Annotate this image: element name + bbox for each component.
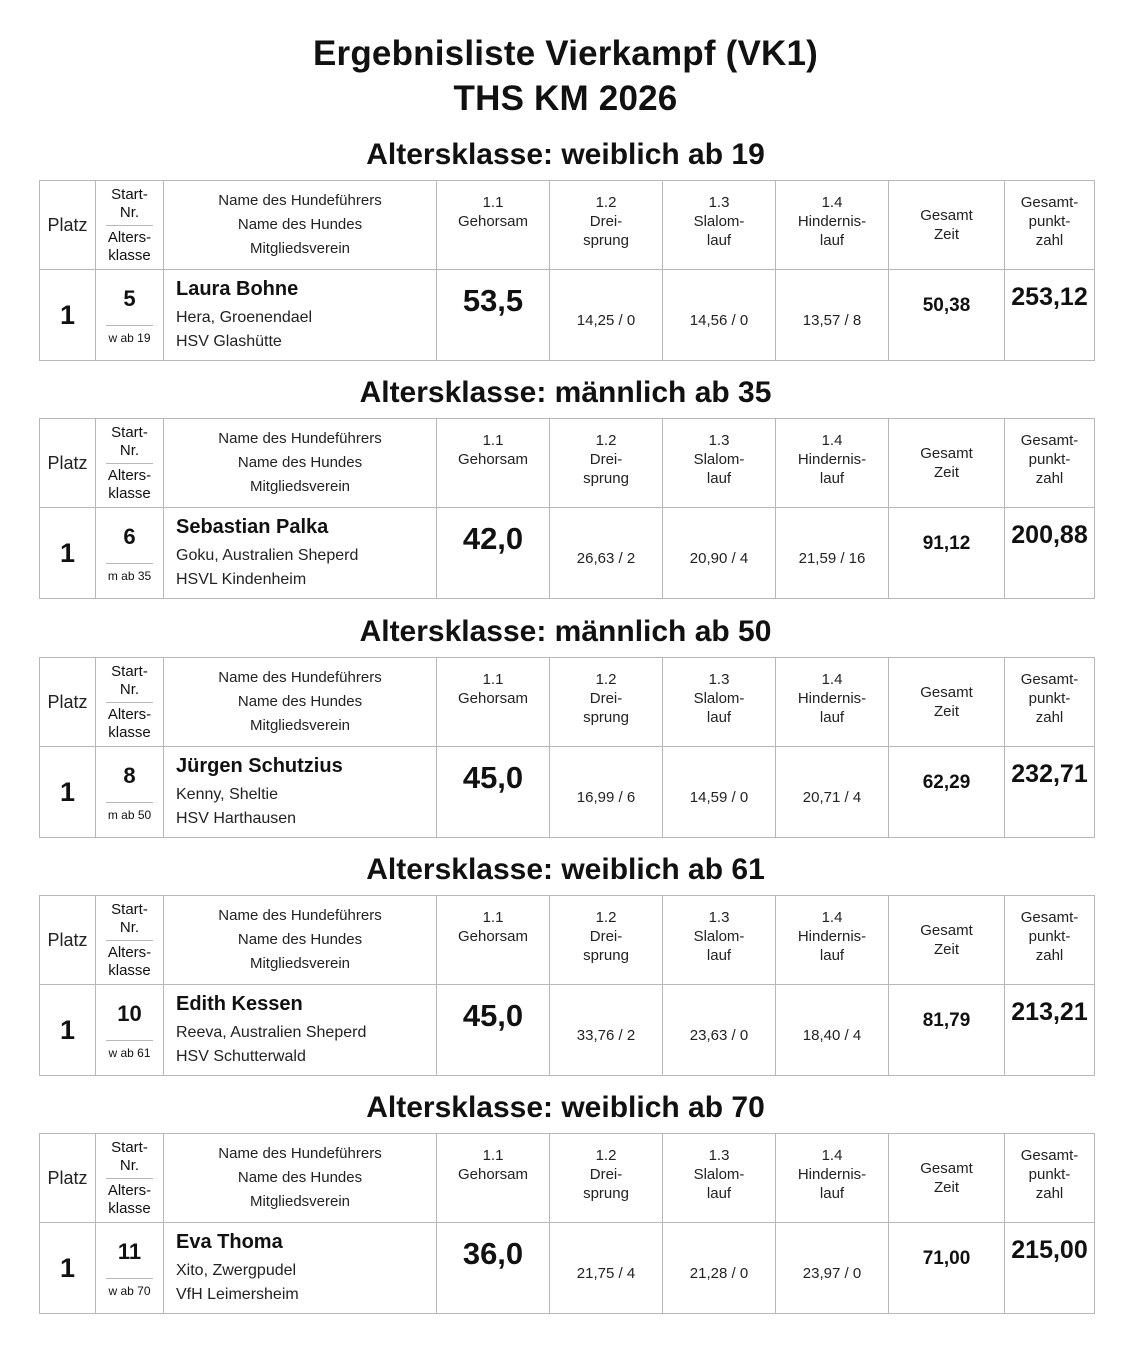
start-number: 6 <box>106 523 153 564</box>
header-label: Name des Hundeführers Name des Hundes Mitgliedsverein <box>218 669 382 734</box>
header-row <box>40 1134 1095 1223</box>
header-start-nr-label: Start- Nr. <box>106 901 153 941</box>
place-cell <box>40 747 96 838</box>
place: 1 <box>59 1252 76 1283</box>
header-label: 1.3 Slalom- lauf <box>693 194 745 249</box>
handler-name: Jürgen Schutzius <box>176 755 343 777</box>
total-time-cell <box>889 985 1005 1076</box>
header-label: Platz <box>47 214 88 235</box>
header-label: Gesamt- punkt- zahl <box>1020 194 1079 249</box>
header-label: 1.2 Drei- sprung <box>583 909 629 964</box>
handler-name: Eva Thoma <box>176 1231 283 1253</box>
header-gesamt-zeit <box>889 419 1005 508</box>
header-label: 1.4 Hindernis- lauf <box>797 909 867 964</box>
age-class: m ab 35 <box>107 568 152 583</box>
total-points-cell <box>1005 747 1095 838</box>
club-name: HSVL Kindenheim <box>176 571 307 588</box>
header-hindernis <box>776 181 889 270</box>
section-title: Altersklasse: männlich ab 35 <box>359 376 772 409</box>
header-row <box>40 658 1095 747</box>
start-number: 5 <box>106 285 153 326</box>
table-row <box>40 747 1095 838</box>
club-name: VfH Leimersheim <box>176 1286 299 1303</box>
triple-jump-cell <box>550 270 663 361</box>
dog-name: Hera, Groenendael <box>176 309 313 326</box>
header-label: Gesamt Zeit <box>920 684 973 720</box>
results-table <box>39 657 1095 838</box>
header-label: 1.2 Drei- sprung <box>583 1147 629 1202</box>
header-label: Platz <box>47 452 88 473</box>
start-cell <box>96 985 164 1076</box>
obstacle-cell <box>776 1223 889 1314</box>
header-platz <box>40 419 96 508</box>
header-label: 1.4 Hindernis- lauf <box>797 432 867 487</box>
dog-name: Goku, Australien Sheperd <box>176 547 359 564</box>
age-class: w ab 70 <box>108 1283 151 1298</box>
header-gehorsam <box>437 419 550 508</box>
header-label: 1.4 Hindernis- lauf <box>797 1147 867 1202</box>
header-gesamt-zeit <box>889 896 1005 985</box>
start-number: 11 <box>106 1238 153 1279</box>
slalom-result: 21,28 / 0 <box>689 1264 749 1282</box>
total-time: 91,12 <box>922 533 971 554</box>
header-label: 1.1 Gehorsam <box>457 194 529 230</box>
header-slalom <box>663 419 776 508</box>
header-name <box>164 1134 437 1223</box>
slalom-cell <box>663 747 776 838</box>
header-label: Gesamt Zeit <box>920 1160 973 1196</box>
start-cell <box>96 508 164 599</box>
header-gehorsam <box>437 181 550 270</box>
obstacle-cell <box>776 985 889 1076</box>
header-label: 1.1 Gehorsam <box>457 671 529 707</box>
participant-cell <box>164 270 437 361</box>
header-name <box>164 419 437 508</box>
triple-jump-result: 21,75 / 4 <box>576 1264 636 1282</box>
header-label: Name des Hundeführers Name des Hundes Mitgliedsverein <box>218 907 382 972</box>
header-start-nr-label: Start- Nr. <box>106 186 153 226</box>
slalom-result: 14,59 / 0 <box>689 788 749 806</box>
header-hindernis <box>776 1134 889 1223</box>
obedience-score: 45,0 <box>462 760 524 795</box>
header-hindernis <box>776 419 889 508</box>
place: 1 <box>59 537 76 568</box>
header-row <box>40 419 1095 508</box>
triple-jump-result: 33,76 / 2 <box>576 1026 636 1044</box>
header-altersklasse-label: Alters- klasse <box>107 228 152 264</box>
results-table <box>39 180 1095 361</box>
obstacle-result: 13,57 / 8 <box>802 311 862 329</box>
triple-jump-cell <box>550 1223 663 1314</box>
header-gesamtpunktzahl <box>1005 658 1095 747</box>
header-start-nr <box>96 181 164 270</box>
header-start-nr <box>96 658 164 747</box>
header-altersklasse-label: Alters- klasse <box>107 466 152 502</box>
place-cell <box>40 985 96 1076</box>
dog-name: Xito, Zwergpudel <box>176 1262 297 1279</box>
header-gesamtpunktzahl <box>1005 181 1095 270</box>
slalom-cell <box>663 270 776 361</box>
slalom-result: 20,90 / 4 <box>689 549 749 567</box>
club-name: HSV Harthausen <box>176 810 297 827</box>
header-dreisprung <box>550 1134 663 1223</box>
total-time-cell <box>889 1223 1005 1314</box>
slalom-result: 14,56 / 0 <box>689 311 749 329</box>
results-table <box>39 418 1095 599</box>
obstacle-cell <box>776 747 889 838</box>
header-label: Gesamt- punkt- zahl <box>1020 909 1079 964</box>
header-row <box>40 896 1095 985</box>
table-row <box>40 985 1095 1076</box>
header-label: 1.3 Slalom- lauf <box>693 432 745 487</box>
total-points-cell <box>1005 270 1095 361</box>
header-label: Platz <box>47 1167 88 1188</box>
triple-jump-result: 16,99 / 6 <box>576 788 636 806</box>
start-number: 8 <box>106 762 153 803</box>
header-label: Gesamt Zeit <box>920 445 973 481</box>
header-label: 1.4 Hindernis- lauf <box>797 194 867 249</box>
header-row <box>40 181 1095 270</box>
slalom-result: 23,63 / 0 <box>689 1026 749 1044</box>
slalom-cell <box>663 508 776 599</box>
header-label: Platz <box>47 929 88 950</box>
obedience-cell <box>437 985 550 1076</box>
header-platz <box>40 658 96 747</box>
section-title: Altersklasse: weiblich ab 70 <box>366 1091 765 1124</box>
header-hindernis <box>776 658 889 747</box>
age-class: w ab 61 <box>108 1045 151 1060</box>
section-title: Altersklasse: weiblich ab 61 <box>366 853 765 886</box>
place-cell <box>40 508 96 599</box>
obstacle-result: 20,71 / 4 <box>802 788 862 806</box>
header-dreisprung <box>550 896 663 985</box>
participant-cell <box>164 747 437 838</box>
obstacle-result: 23,97 / 0 <box>802 1264 862 1282</box>
total-points: 200,88 <box>1011 521 1088 549</box>
obedience-score: 42,0 <box>462 521 524 556</box>
triple-jump-cell <box>550 985 663 1076</box>
total-time: 71,00 <box>922 1248 971 1269</box>
header-label: Gesamt- punkt- zahl <box>1020 1147 1079 1202</box>
total-points-cell <box>1005 985 1095 1076</box>
header-start-nr-label: Start- Nr. <box>106 663 153 703</box>
age-class: m ab 50 <box>107 807 152 822</box>
obedience-score: 36,0 <box>462 1236 524 1271</box>
header-label: Name des Hundeführers Name des Hundes Mitgliedsverein <box>218 192 382 257</box>
header-name <box>164 896 437 985</box>
results-table <box>39 895 1095 1076</box>
obedience-cell <box>437 1223 550 1314</box>
header-label: 1.3 Slalom- lauf <box>693 1147 745 1202</box>
header-altersklasse-label: Alters- klasse <box>107 705 152 741</box>
header-label: 1.1 Gehorsam <box>457 432 529 468</box>
total-time: 62,29 <box>922 772 971 793</box>
handler-name: Laura Bohne <box>176 278 299 300</box>
total-points-cell <box>1005 1223 1095 1314</box>
header-label: 1.1 Gehorsam <box>457 909 529 945</box>
obstacle-cell <box>776 270 889 361</box>
participant-cell <box>164 985 437 1076</box>
club-name: HSV Schutterwald <box>176 1048 306 1065</box>
header-label: 1.4 Hindernis- lauf <box>797 671 867 726</box>
page-subtitle: THS KM 2026 <box>453 79 678 118</box>
header-start-nr <box>96 896 164 985</box>
header-gesamt-zeit <box>889 1134 1005 1223</box>
header-label: 1.3 Slalom- lauf <box>693 909 745 964</box>
total-time-cell <box>889 508 1005 599</box>
obstacle-result: 21,59 / 16 <box>798 549 866 567</box>
place: 1 <box>59 1014 76 1045</box>
header-start-nr-label: Start- Nr. <box>106 1139 153 1179</box>
total-points-cell <box>1005 508 1095 599</box>
obedience-cell <box>437 747 550 838</box>
header-name <box>164 181 437 270</box>
header-start-nr <box>96 419 164 508</box>
table-row <box>40 270 1095 361</box>
header-gehorsam <box>437 896 550 985</box>
header-altersklasse-label: Alters- klasse <box>107 1181 152 1217</box>
participant-cell <box>164 1223 437 1314</box>
obedience-score: 53,5 <box>462 283 524 318</box>
total-points: 253,12 <box>1011 283 1088 311</box>
header-label: 1.1 Gehorsam <box>457 1147 529 1183</box>
obstacle-result: 18,40 / 4 <box>802 1026 862 1044</box>
header-label: 1.2 Drei- sprung <box>583 671 629 726</box>
header-dreisprung <box>550 181 663 270</box>
table-row <box>40 1223 1095 1314</box>
dog-name: Kenny, Sheltie <box>176 786 278 803</box>
total-points: 213,21 <box>1011 998 1088 1026</box>
place-cell <box>40 270 96 361</box>
header-label: Gesamt Zeit <box>920 922 973 958</box>
header-platz <box>40 1134 96 1223</box>
triple-jump-result: 14,25 / 0 <box>576 311 636 329</box>
total-time: 81,79 <box>922 1010 971 1031</box>
header-gesamtpunktzahl <box>1005 1134 1095 1223</box>
header-start-nr-label: Start- Nr. <box>106 424 153 464</box>
header-gehorsam <box>437 658 550 747</box>
slalom-cell <box>663 1223 776 1314</box>
header-slalom <box>663 896 776 985</box>
obstacle-cell <box>776 508 889 599</box>
header-label: Gesamt- punkt- zahl <box>1020 432 1079 487</box>
header-label: Gesamt Zeit <box>920 207 973 243</box>
obedience-cell <box>437 508 550 599</box>
participant-cell <box>164 508 437 599</box>
total-points: 215,00 <box>1011 1236 1088 1264</box>
table-row <box>40 508 1095 599</box>
place: 1 <box>59 776 76 807</box>
page-title: Ergebnisliste Vierkampf (VK1) <box>312 34 819 73</box>
header-label: Platz <box>47 691 88 712</box>
triple-jump-cell <box>550 508 663 599</box>
header-dreisprung <box>550 658 663 747</box>
dog-name: Reeva, Australien Sheperd <box>176 1024 367 1041</box>
header-dreisprung <box>550 419 663 508</box>
header-name <box>164 658 437 747</box>
total-points: 232,71 <box>1011 760 1088 788</box>
header-gehorsam <box>437 1134 550 1223</box>
section-title: Altersklasse: männlich ab 50 <box>359 615 772 648</box>
handler-name: Edith Kessen <box>176 993 303 1015</box>
place: 1 <box>59 299 76 330</box>
header-gesamt-zeit <box>889 181 1005 270</box>
header-label: Name des Hundeführers Name des Hundes Mitgliedsverein <box>218 1145 382 1210</box>
header-label: 1.2 Drei- sprung <box>583 194 629 249</box>
start-number: 10 <box>106 1000 153 1041</box>
header-hindernis <box>776 896 889 985</box>
header-label: Gesamt- punkt- zahl <box>1020 671 1079 726</box>
header-slalom <box>663 1134 776 1223</box>
obedience-cell <box>437 270 550 361</box>
total-time: 50,38 <box>922 295 971 316</box>
header-label: Name des Hundeführers Name des Hundes Mitgliedsverein <box>218 430 382 495</box>
header-gesamtpunktzahl <box>1005 419 1095 508</box>
results-table <box>39 1133 1095 1314</box>
slalom-cell <box>663 985 776 1076</box>
section-title: Altersklasse: weiblich ab 19 <box>366 138 765 171</box>
club-name: HSV Glashütte <box>176 333 282 350</box>
start-cell <box>96 1223 164 1314</box>
header-start-nr <box>96 1134 164 1223</box>
header-gesamtpunktzahl <box>1005 896 1095 985</box>
header-altersklasse-label: Alters- klasse <box>107 943 152 979</box>
header-platz <box>40 181 96 270</box>
start-cell <box>96 270 164 361</box>
obedience-score: 45,0 <box>462 998 524 1033</box>
age-class: w ab 19 <box>108 330 151 345</box>
total-time-cell <box>889 747 1005 838</box>
handler-name: Sebastian Palka <box>176 516 329 538</box>
header-label: 1.3 Slalom- lauf <box>693 671 745 726</box>
start-cell <box>96 747 164 838</box>
header-slalom <box>663 181 776 270</box>
triple-jump-result: 26,63 / 2 <box>576 549 636 567</box>
header-platz <box>40 896 96 985</box>
header-slalom <box>663 658 776 747</box>
total-time-cell <box>889 270 1005 361</box>
header-label: 1.2 Drei- sprung <box>583 432 629 487</box>
triple-jump-cell <box>550 747 663 838</box>
header-gesamt-zeit <box>889 658 1005 747</box>
place-cell <box>40 1223 96 1314</box>
